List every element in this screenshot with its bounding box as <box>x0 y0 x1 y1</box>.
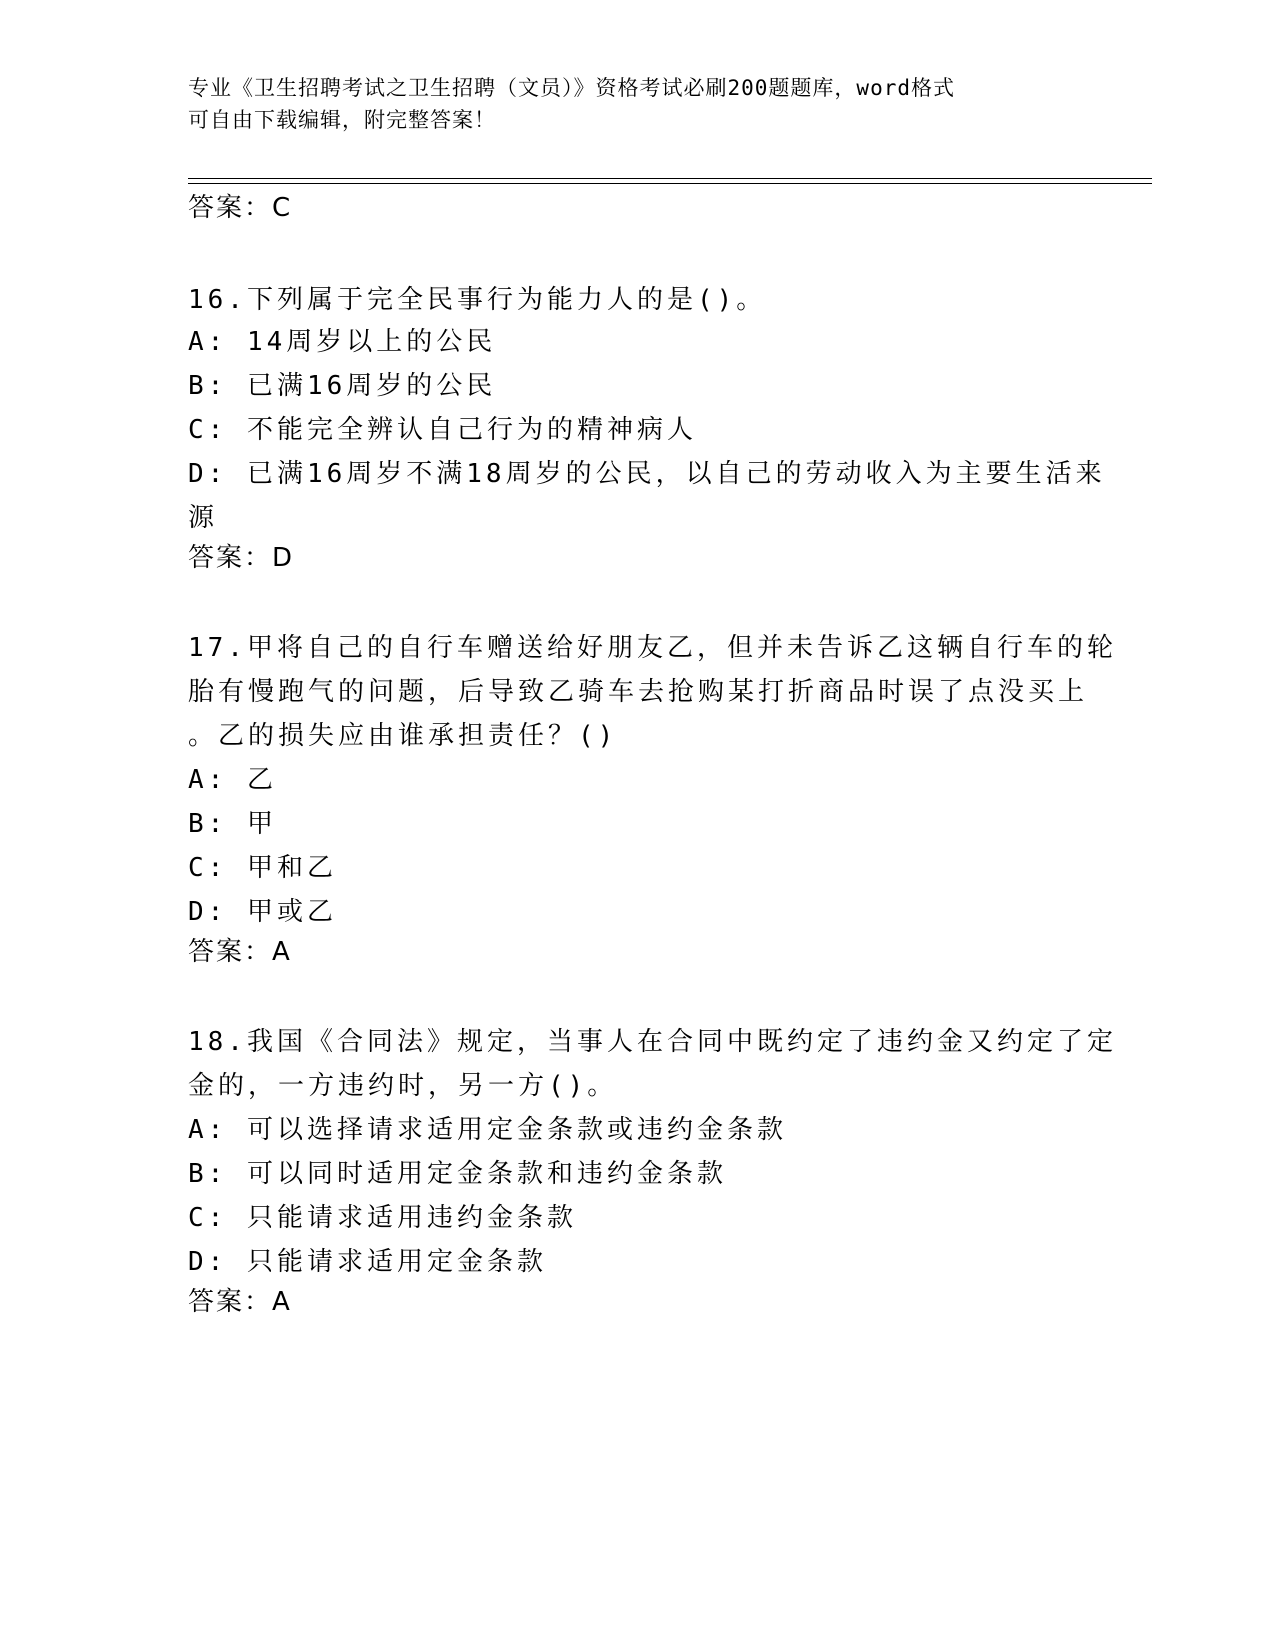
q16-option-c: C: 不能完全辨认自己行为的精神病人 <box>188 415 697 445</box>
q17-stem-line1: 17.甲将自己的自行车赠送给好朋友乙，但并未告诉乙这辆自行车的轮 <box>188 633 1117 663</box>
answer-16: 答案：D <box>188 543 295 573</box>
header-line-1: 专业《卫生招聘考试之卫生招聘（文员）》资格考试必刷200题题库，word格式 <box>188 76 955 100</box>
header-divider-bottom <box>188 183 1152 184</box>
q16-option-d-line1: D: 已满16周岁不满18周岁的公民，以自己的劳动收入为主要生活来 <box>188 459 1106 489</box>
q16-stem: 16.下列属于完全民事行为能力人的是()。 <box>188 285 767 315</box>
answer-17: 答案：A <box>188 937 292 967</box>
q18-option-a: A: 可以选择请求适用定金条款或违约金条款 <box>188 1115 787 1145</box>
q16-option-b: B: 已满16周岁的公民 <box>188 371 497 401</box>
document-header <box>188 72 1068 136</box>
q18-option-d: D: 只能请求适用定金条款 <box>188 1247 547 1277</box>
q17-option-a: A: 乙 <box>188 765 277 795</box>
q17-option-c: C: 甲和乙 <box>188 853 337 883</box>
q17-stem-line3: 。乙的损失应由谁承担责任？() <box>188 721 618 751</box>
q18-option-b: B: 可以同时适用定金条款和违约金条款 <box>188 1159 727 1189</box>
header-divider-top <box>188 178 1152 179</box>
q18-option-c: C: 只能请求适用违约金条款 <box>188 1203 577 1233</box>
answer-15: 答案：C <box>188 193 293 223</box>
answer-18: 答案：A <box>188 1287 292 1317</box>
q17-option-b: B: 甲 <box>188 809 277 839</box>
q16-option-a: A: 14周岁以上的公民 <box>188 327 497 357</box>
q16-option-d-line2: 源 <box>188 503 219 533</box>
q18-stem-line1: 18.我国《合同法》规定，当事人在合同中既约定了违约金又约定了定 <box>188 1027 1117 1057</box>
q17-stem-line2: 胎有慢跑气的问题，后导致乙骑车去抢购某打折商品时误了点没买上 <box>188 677 1089 707</box>
q18-stem-line2: 金的，一方违约时，另一方()。 <box>188 1071 618 1101</box>
header-line-2: 可自由下载编辑，附完整答案！ <box>188 108 496 132</box>
q17-option-d: D: 甲或乙 <box>188 897 337 927</box>
